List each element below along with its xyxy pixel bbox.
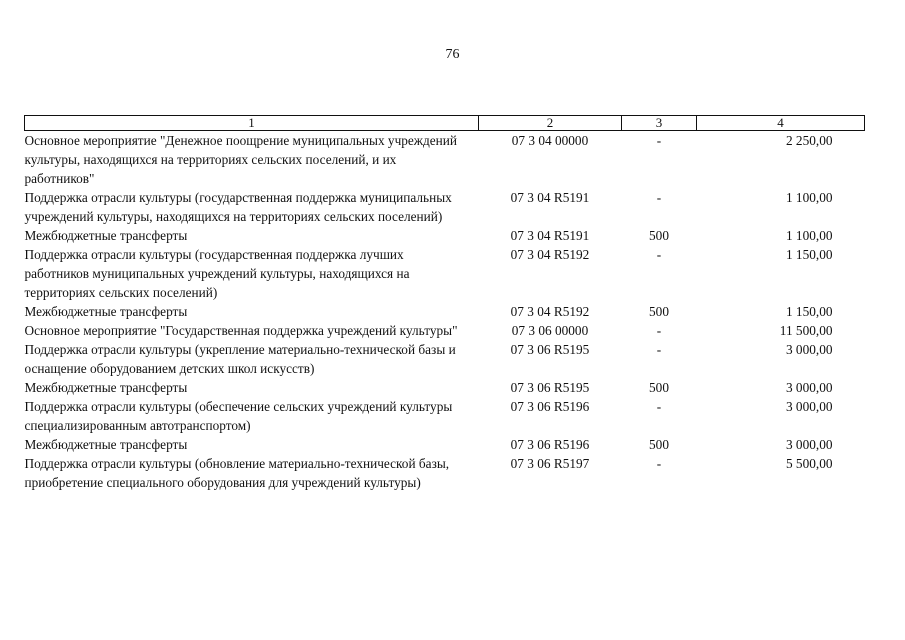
row-amount: 1 150,00	[785, 247, 833, 262]
row-amount: 11 500,00	[779, 323, 833, 338]
row-vr: -	[656, 133, 662, 148]
row-amount: 2 250,00	[785, 133, 833, 148]
table-row	[25, 340, 865, 378]
row-name: Межбюджетные трансферты	[24, 380, 188, 395]
table-row	[25, 435, 865, 454]
row-code: 07 3 04 00000	[511, 133, 589, 148]
budget-table	[24, 115, 865, 492]
row-code: 07 3 06 00000	[511, 323, 589, 338]
table-row	[25, 454, 865, 492]
row-name: Основное мероприятие "Денежное поощрение муниципальных учреждений культуры, находящихся на территориях сельских поселений, и их работников"	[24, 133, 458, 186]
row-amount: 3 000,00	[785, 342, 833, 357]
row-name: Межбюджетные трансферты	[24, 437, 188, 452]
row-vr: -	[656, 247, 662, 262]
header-col-1: 1	[25, 116, 479, 131]
row-vr: -	[656, 190, 662, 205]
header-col-3: 3	[622, 116, 697, 131]
row-name: Межбюджетные трансферты	[24, 304, 188, 319]
table-row	[25, 397, 865, 435]
row-vr: 500	[649, 380, 669, 395]
table-header-row	[25, 116, 865, 131]
header-col-4: 4	[697, 116, 865, 131]
row-vr: -	[656, 456, 662, 471]
row-vr: -	[656, 342, 662, 357]
row-code: 07 3 06 R5195	[510, 342, 590, 357]
row-name: Межбюджетные трансферты	[24, 228, 188, 243]
row-vr: 500	[649, 228, 669, 243]
row-vr: -	[656, 323, 662, 338]
row-code: 07 3 06 R5197	[510, 456, 590, 471]
row-name: Поддержка отрасли культуры (укрепление материально-технической базы и оснащение оборудованием детских школ искусств)	[24, 342, 456, 376]
table-row	[25, 226, 865, 245]
row-code: 07 3 06 R5195	[510, 380, 590, 395]
row-amount: 1 100,00	[785, 190, 833, 205]
row-amount: 3 000,00	[785, 399, 833, 414]
table-row	[25, 302, 865, 321]
row-code: 07 3 04 R5191	[510, 190, 590, 205]
row-code: 07 3 04 R5191	[510, 228, 590, 243]
row-name: Поддержка отрасли культуры (государственная поддержка муниципальных учреждений культуры, находящихся на территориях сельских поселений)	[24, 190, 452, 224]
row-amount: 5 500,00	[785, 456, 833, 471]
row-code: 07 3 04 R5192	[510, 304, 590, 319]
row-vr: 500	[649, 437, 669, 452]
row-amount: 1 150,00	[785, 304, 833, 319]
row-name: Поддержка отрасли культуры (государственная поддержка лучших работников муниципальных учреждений культуры, находящихся на территориях сельских поселений)	[24, 247, 410, 300]
row-name: Поддержка отрасли культуры (обновление материально-технической базы, приобретение специального оборудования для учреждений культуры)	[24, 456, 450, 490]
page-number: 76	[445, 47, 460, 62]
row-code: 07 3 06 R5196	[510, 399, 590, 414]
row-amount: 1 100,00	[785, 228, 833, 243]
row-vr: 500	[649, 304, 669, 319]
row-name: Поддержка отрасли культуры (обеспечение сельских учреждений культуры специализированным автотранспортом)	[24, 399, 453, 433]
row-code: 07 3 04 R5192	[510, 247, 590, 262]
header-col-2: 2	[479, 116, 622, 131]
row-amount: 3 000,00	[785, 437, 833, 452]
table-row	[25, 131, 865, 189]
table-row	[25, 188, 865, 226]
row-name: Основное мероприятие "Государственная поддержка учреждений культуры"	[24, 323, 458, 338]
row-vr: -	[656, 399, 662, 414]
table-row	[25, 378, 865, 397]
table-row	[25, 321, 865, 340]
row-code: 07 3 06 R5196	[510, 437, 590, 452]
row-amount: 3 000,00	[785, 380, 833, 395]
table-row	[25, 245, 865, 302]
